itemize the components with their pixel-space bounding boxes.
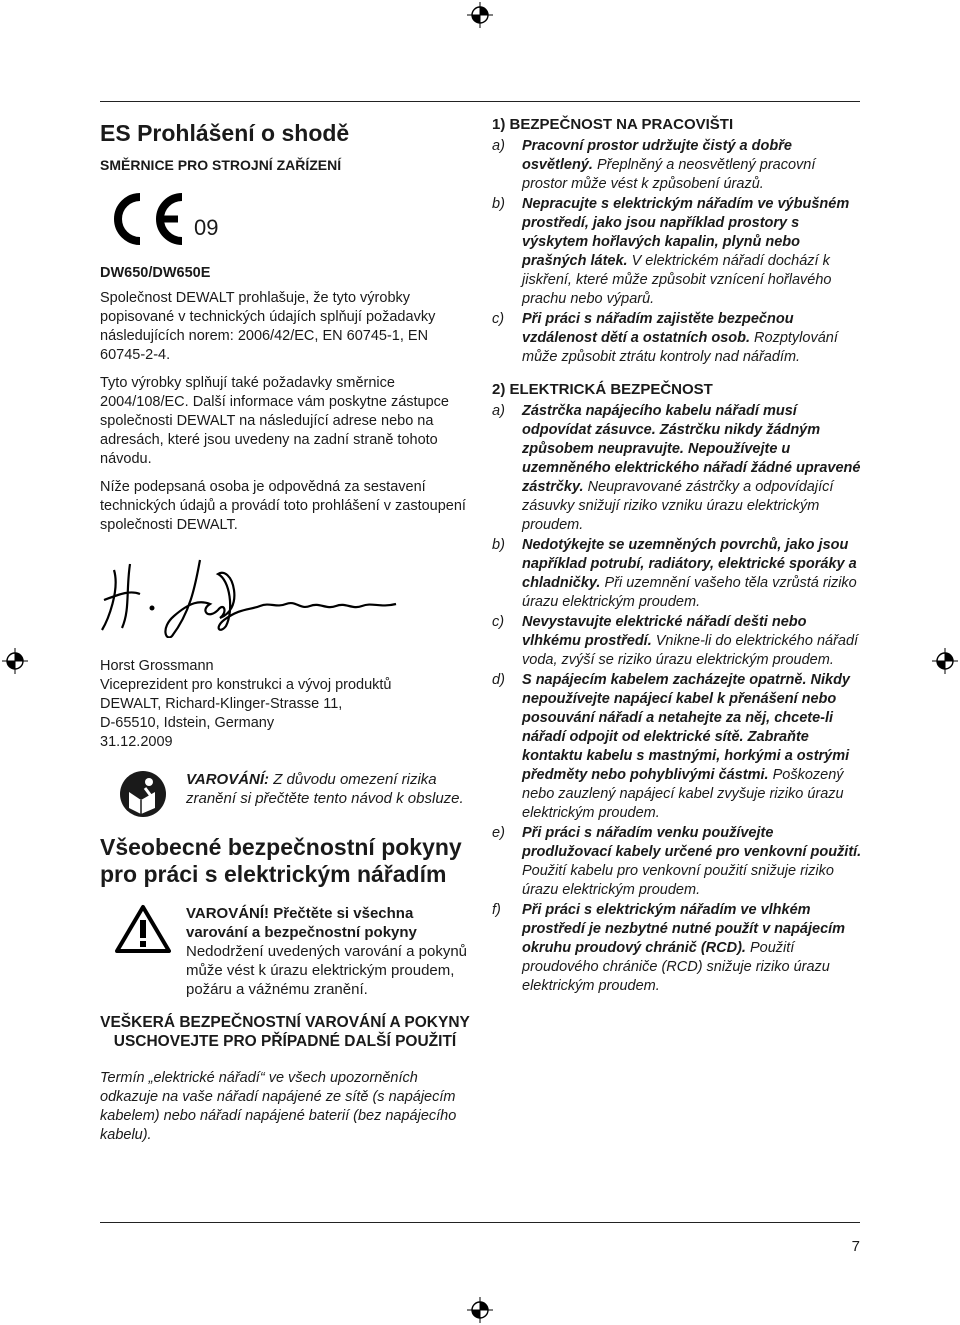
signatory-role: Viceprezident pro konstrukci a vývoj produktů xyxy=(100,677,392,693)
safety-item-label: e) xyxy=(492,825,505,841)
section-heading: 1) BEZPEČNOST NA PRACOVIŠTI xyxy=(492,116,734,133)
safety-item xyxy=(492,137,862,194)
safety-item-label: b) xyxy=(492,196,505,212)
safety-item-explanation: Neupravované zástrčky a odpovídající zásuvky snižují riziko vzniku úrazu elektrickým proudem. xyxy=(522,479,834,533)
ce-mark xyxy=(104,187,470,247)
safety-item-instruction: Nepracujte s elektrickým nářadím ve výbušném prostředí, jako jsou například prostory s výskytem hořlavých kapalin, plynů nebo prašných látek. xyxy=(522,196,850,269)
safety-item-instruction: Nedotýkejte se uzemněných povrchů, jako jsou například potrubí, radiátory, elektrické sporáky a chladničky. xyxy=(522,537,857,591)
safety-item-instruction: Nevystavujte elektrické nářadí dešti nebo vlhkému prostředí. xyxy=(522,614,807,649)
safety-item-instruction: Při práci s elektrickým nářadím ve vlhkém prostředí je nezbytné nutné použít v napájecím okruhu proudový chránič (RCD). xyxy=(522,902,846,956)
safety-item xyxy=(492,671,862,823)
safety-item-explanation: Použití proudového chrániče (RCD) snižuje riziko úrazu elektrickým proudem. xyxy=(522,940,830,994)
general-warning xyxy=(100,904,470,999)
general-warning-text: Nedodržení uvedených varování a pokynů může vést k úrazu elektrickým proudem, požáru a vážnému zranění. xyxy=(186,943,468,998)
right-column xyxy=(492,112,862,997)
safety-item-explanation: Při uzemnění vašeho těla vzrůstá riziko úrazu elektrickým proudem. xyxy=(522,575,857,610)
safety-item-explanation: Přeplněný a neosvětlený pracovní prostor může vést k způsobení úrazů. xyxy=(522,157,816,192)
safety-item-instruction: Při práci s nářadím zajistěte bezpečnou vzdálenost dětí a ostatních osob. xyxy=(522,311,794,346)
signature-icon xyxy=(100,550,400,638)
ce-notified-body-code: 09 xyxy=(194,215,219,240)
safety-item-explanation: Poškozený nebo zauzlený napájecí kabel zvyšuje riziko úrazu elektrickým proudem. xyxy=(522,767,844,821)
safety-item-explanation: Použití kabelu pro venkovní použití snižuje riziko úrazu elektrickým proudem. xyxy=(522,863,834,898)
keep-instructions-heading: VEŠKERÁ BEZPEČNOSTNÍ VAROVÁNÍ A POKYNY USCHOVEJTE PRO PŘÍPADNÉ DALŠÍ POUŽITÍ xyxy=(100,1014,470,1050)
bottom-rule xyxy=(100,1222,860,1223)
declaration-paragraph: Společnost DEWALT prohlašuje, že tyto výrobky popisované v technických údajích splňují požadavky následujících norem: 2006/42/EC, EN 60745-1, EN 60745-2-4. xyxy=(100,290,436,363)
safety-item-explanation: V elektrickém nářadí dochází k jiskření, které může způsobit vznícení hořlavého prachu nebo výparů. xyxy=(522,253,832,307)
left-column xyxy=(100,112,470,1145)
safety-item-instruction: S napájecím kabelem zacházejte opatrně. Nikdy nepoužívejte napájecí kabel k přenášení nebo posouvání nářadí a netahejte za něj, chcete-li nářadí odpojit od elektrické sítě. Zabraňte kontaktu kabelu s mastnými, horkými a ostrými předměty nebo pohyblivými částmi. xyxy=(522,672,850,783)
signatory-name: Horst Grossmann xyxy=(100,658,214,674)
warning-triangle-icon xyxy=(115,904,171,954)
safety-item-explanation: Vnikne-li do elektrického nářadí voda, zvýší se riziko úrazu elektrickým proudem. xyxy=(522,633,859,668)
safety-item xyxy=(492,195,862,309)
signatory-address: D-65510, Idstein, Germany xyxy=(100,715,275,731)
safety-item-label: c) xyxy=(492,311,505,327)
safety-item xyxy=(492,613,862,670)
general-safety-heading: Všeobecné bezpečnostní pokyny pro práci s elektrickým nářadím xyxy=(100,834,462,887)
safety-item-label: d) xyxy=(492,672,505,688)
signatory-address: DEWALT, Richard-Klinger-Strasse 11, xyxy=(100,696,343,712)
term-note: Termín „elektrické nářadí“ ve všech upozorněních odkazuje na vaše nářadí napájené ze sítě (s napájecím kabelem) nebo nářadí napájené baterií (bez napájecího kabelu). xyxy=(100,1070,457,1143)
declaration-date: 31.12.2009 xyxy=(100,734,173,750)
registration-mark-icon xyxy=(467,2,493,28)
general-warning-bold: VAROVÁNÍ! Přečtěte si všechna varování a bezpečnostní pokyny xyxy=(186,905,417,941)
safety-item-instruction: Pracovní prostor udržujte čistý a dobře osvětlený. xyxy=(522,138,792,173)
safety-item-label: f) xyxy=(492,902,501,918)
safety-item-instruction: Při práci s nářadím venku používejte prodlužovací kabely určené pro venkovní použití. xyxy=(522,825,862,860)
declaration-paragraph: Tyto výrobky splňují také požadavky směrnice 2004/108/EC. Další informace vám poskytne zástupce společnosti DEWALT na následující adrese nebo na adresách, které jsou uvedeny na zadní straně tohoto návodu. xyxy=(100,375,449,467)
safety-item-label: b) xyxy=(492,537,505,553)
safety-item xyxy=(492,901,862,996)
safety-item-instruction: Zástrčka napájecího kabelu nářadí musí odpovídat zásuvce. Zástrčku nikdy žádným způsobem neupravujte. Nepoužívejte u uzemněného elektrického nářadí žádné upravené zástrčky. xyxy=(522,403,861,495)
top-rule xyxy=(100,101,860,102)
safety-item xyxy=(492,310,862,367)
safety-item-label: c) xyxy=(492,614,505,630)
declaration-subtitle: SMĚRNICE PRO STROJNÍ ZAŘÍZENÍ xyxy=(100,157,342,173)
registration-mark-icon xyxy=(467,1297,493,1323)
manual-warning-label: VAROVÁNÍ: xyxy=(186,771,270,788)
registration-mark-icon xyxy=(2,648,28,674)
safety-item xyxy=(492,536,862,612)
model-number: DW650/DW650E xyxy=(100,265,211,281)
ce-mark-icon xyxy=(104,191,186,247)
registration-mark-icon xyxy=(932,648,958,674)
safety-item-label: a) xyxy=(492,403,505,419)
read-manual-icon xyxy=(119,770,167,818)
declaration-paragraph: Níže podepsaná osoba je odpovědná za sestavení technických údajů a provádí toto prohlášení v zastoupení společnosti DEWALT. xyxy=(100,479,466,533)
section-heading: 2) ELEKTRICKÁ BEZPEČNOST xyxy=(492,381,713,398)
safety-item-label: a) xyxy=(492,138,505,154)
safety-item-explanation: Rozptylování může způsobit ztrátu kontroly nad nářadím. xyxy=(522,330,838,365)
declaration-title: ES Prohlášení o shodě xyxy=(100,120,350,146)
page-number: 7 xyxy=(851,1238,860,1255)
manual-warning xyxy=(100,770,470,818)
safety-item xyxy=(492,824,862,900)
safety-item xyxy=(492,402,862,535)
manual-warning-text: Z důvodu omezení rizika zranění si přečtěte tento návod k obsluze. xyxy=(186,771,464,807)
